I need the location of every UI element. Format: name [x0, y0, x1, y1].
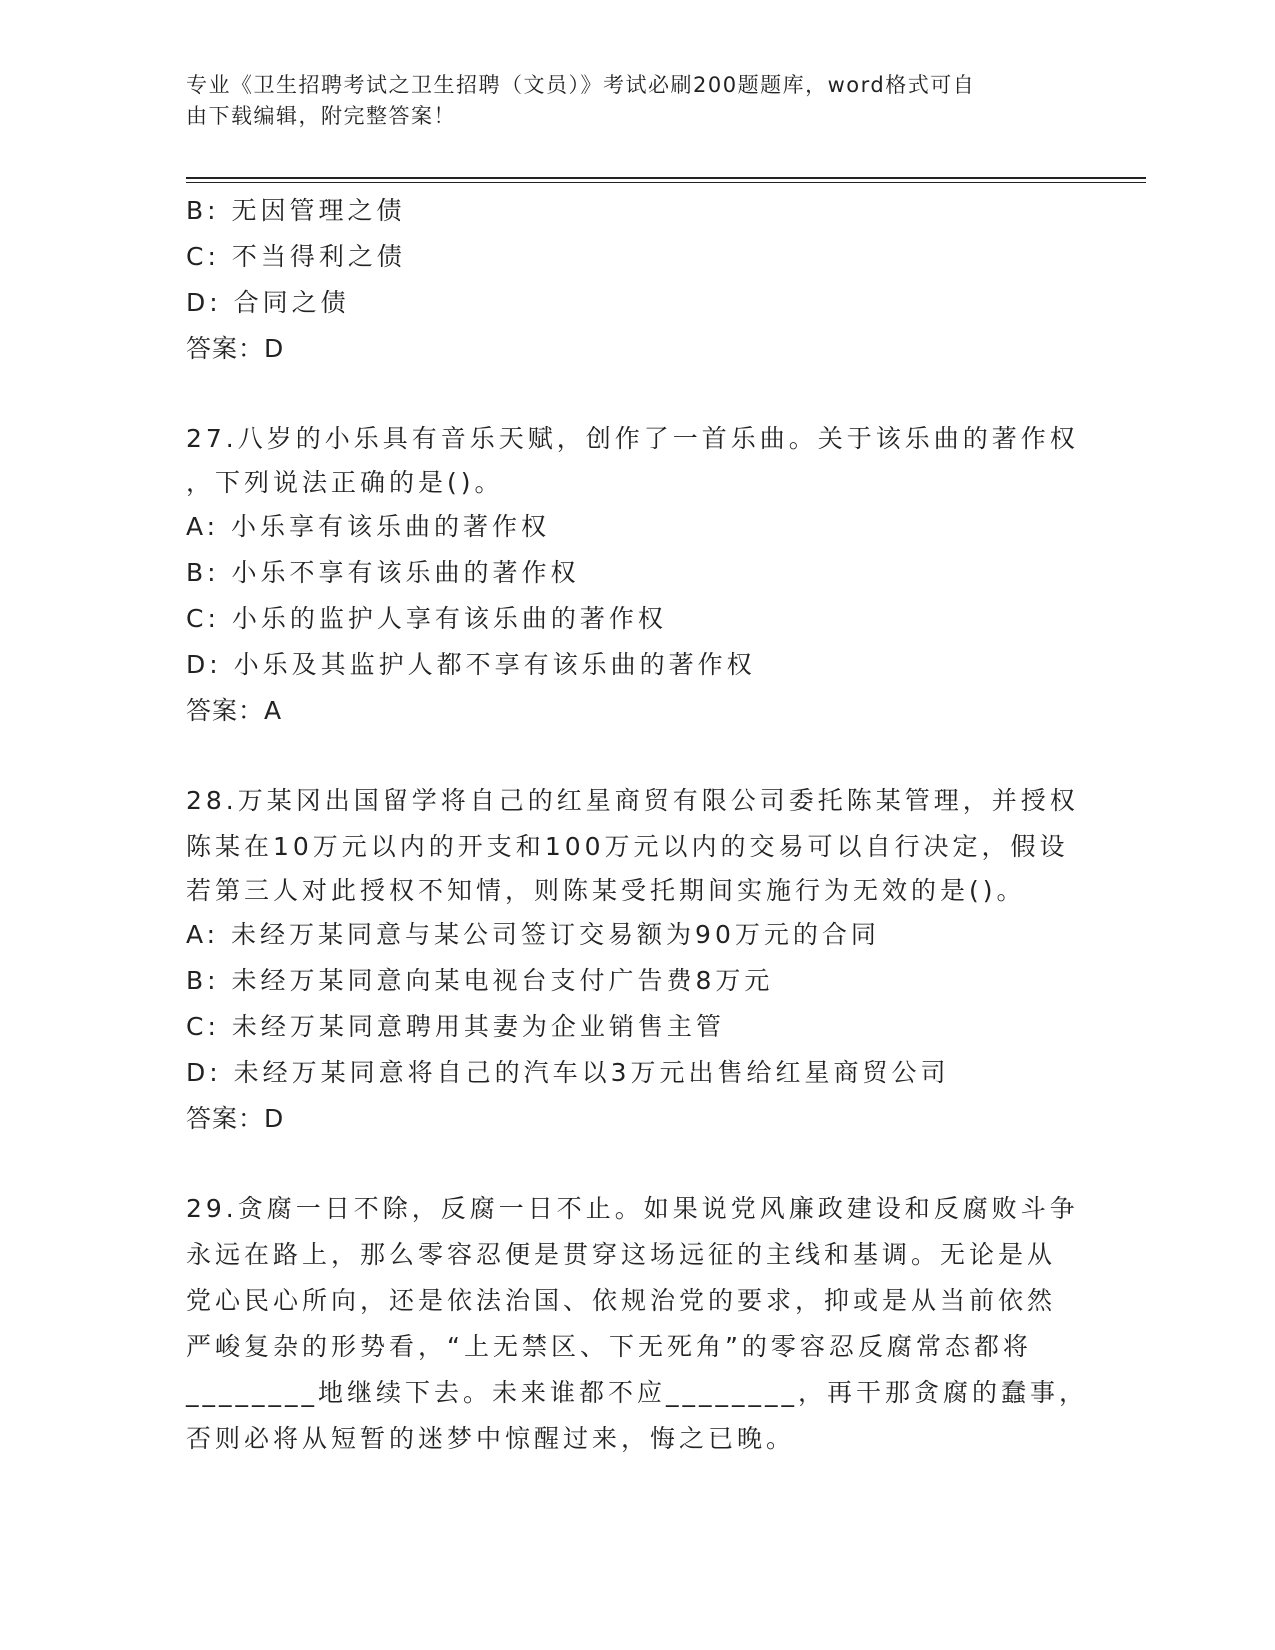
question-27 [186, 416, 1079, 734]
q27-option-c: C: 小乐的监护人享有该乐曲的著作权 [186, 604, 667, 633]
spacer [186, 372, 1076, 416]
question-28 [186, 778, 1079, 1142]
header-title-line-1: 专业《卫生招聘考试之卫生招聘（文员）》考试必刷200题题库，word格式可自 [186, 73, 976, 97]
document-header [186, 70, 1066, 132]
q28-option-c: C: 未经万某同意聘用其妻为企业销售主管 [186, 1012, 725, 1041]
q27-text-line-1: 27.八岁的小乐具有音乐天赋，创作了一首乐曲。关于该乐曲的著作权 [186, 424, 1079, 453]
q26-option-c: C: 不当得利之债 [186, 242, 406, 271]
q28-option-b: B: 未经万某同意向某电视台支付广告费8万元 [186, 966, 774, 995]
q26-option-b: B: 无因管理之债 [186, 196, 406, 225]
q27-option-b: B: 小乐不享有该乐曲的著作权 [186, 558, 580, 587]
q29-text-line-5: ________地继续下去。未来谁都不应________，再干那贪腐的蠢事， [186, 1378, 1089, 1407]
q29-text-line-4: 严峻复杂的形势看，“上无禁区、下无死角”的零容忍反腐常态都将 [186, 1332, 1032, 1361]
q27-text-line-2: ，下列说法正确的是()。 [186, 468, 504, 497]
q28-text-line-3: 若第三人对此授权不知情，则陈某受托期间实施行为无效的是()。 [186, 876, 1026, 905]
question-29 [186, 1186, 1089, 1462]
q27-answer: 答案：A [186, 696, 283, 725]
q29-text-line-3: 党心民心所向，还是依法治国、依规治党的要求，抑或是从当前依然 [186, 1286, 1057, 1315]
q26-option-d: D: 合同之债 [186, 288, 350, 317]
q29-text-line-2: 永远在路上，那么零容忍便是贯穿这场远征的主线和基调。无论是从 [186, 1240, 1057, 1269]
q28-text-line-1: 28.万某冈出国留学将自己的红星商贸有限公司委托陈某管理，并授权 [186, 786, 1079, 815]
document-body [186, 188, 1089, 1462]
q28-answer: 答案：D [186, 1104, 285, 1133]
q27-option-d: D: 小乐及其监护人都不享有该乐曲的著作权 [186, 650, 756, 679]
spacer [186, 1142, 1076, 1186]
header-divider-thin [186, 182, 1146, 183]
q26-answer: 答案：D [186, 334, 285, 363]
q28-text-line-2: 陈某在10万元以内的开支和100万元以内的交易可以自行决定，假设 [186, 832, 1069, 861]
q29-text-line-6: 否则必将从短暂的迷梦中惊醒过来，悔之已晚。 [186, 1424, 796, 1453]
spacer [186, 734, 1076, 778]
q27-option-a: A: 小乐享有该乐曲的著作权 [186, 512, 551, 541]
question-26-tail [186, 188, 1076, 372]
q28-option-a: A: 未经万某同意与某公司签订交易额为90万元的合同 [186, 920, 880, 949]
header-divider-thick [186, 177, 1146, 179]
header-title-line-2: 由下载编辑，附完整答案！ [186, 104, 456, 128]
q29-text-line-1: 29.贪腐一日不除，反腐一日不止。如果说党风廉政建设和反腐败斗争 [186, 1194, 1079, 1223]
q28-option-d: D: 未经万某同意将自己的汽车以3万元出售给红星商贸公司 [186, 1058, 950, 1087]
